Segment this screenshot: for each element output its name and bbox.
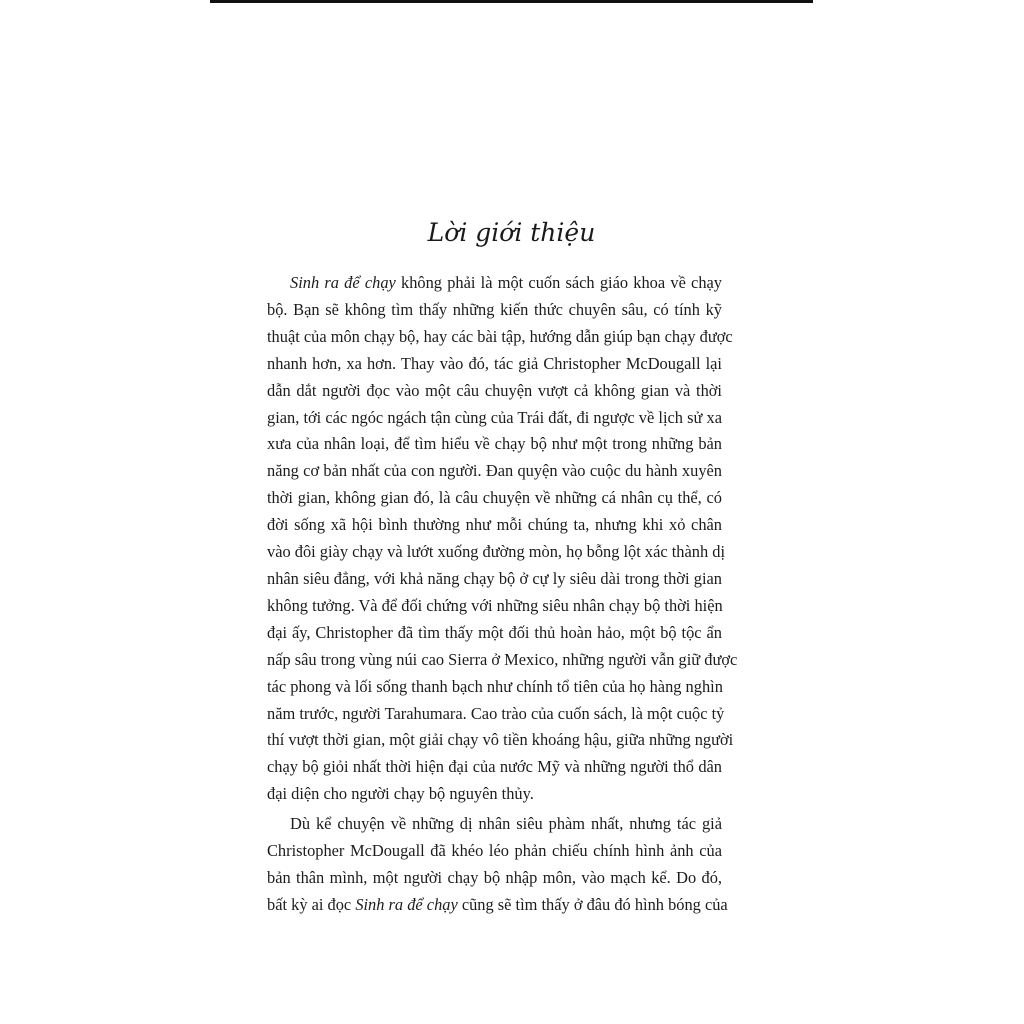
paragraph-2: [267, 811, 728, 919]
text-line: đại diện cho người chạy bộ nguyên thủy.: [267, 784, 534, 804]
book-title-italic: Sinh ra để chạy: [355, 894, 458, 914]
top-border-rule: [210, 0, 813, 3]
text-line: bản thân mình, một người chạy bộ nhập môn, vào mạch kể. Do đó,: [267, 867, 722, 887]
text-line: thuật của môn chạy bộ, hay các bài tập, hướng dẫn giúp bạn chạy được: [267, 326, 733, 346]
text-line: Dù kể chuyện về những dị nhân siêu phàm nhất, nhưng tác giả: [290, 814, 722, 834]
text-line: nấp sâu trong vùng núi cao Sierra ở Mexico, những người vẫn giữ được: [267, 649, 738, 669]
text-line: nhân siêu đẳng, với khả năng chạy bộ ở cự ly siêu dài trong thời gian: [267, 568, 722, 588]
text-line: thời gian, không gian đó, là câu chuyện về những cá nhân cụ thể, có: [267, 488, 722, 508]
text-line: vào đôi giày chạy và lướt xuống đường mòn, họ bỗng lột xác thành dị: [267, 542, 726, 562]
book-page: [210, 0, 813, 1024]
book-title-italic: Sinh ra để chạy: [290, 273, 396, 292]
chapter-title: Lời giới thiệu: [427, 218, 596, 247]
text-line: năm trước, người Tarahumara. Cao trào của cuốn sách, là một cuộc tỷ: [267, 703, 725, 723]
text-line: dẫn dắt người đọc vào một câu chuyện vượt cả không gian và thời: [267, 380, 722, 400]
text-line: Sinh ra để chạy không phải là một cuốn sách giáo khoa về chạy: [290, 273, 722, 292]
text-line: bộ. Bạn sẽ không tìm thấy những kiến thức chuyên sâu, có tính kỹ: [267, 299, 722, 319]
text-line: gian, tới các ngóc ngách tận cùng của Trái đất, đi ngược về lịch sử xa: [267, 407, 722, 427]
text-line: chạy bộ giỏi nhất thời hiện đại của nước Mỹ và những người thổ dân: [267, 757, 722, 777]
text-line: không tưởng. Và để đối chứng với những siêu nhân chạy bộ thời hiện: [267, 595, 723, 615]
body-text: [267, 270, 738, 919]
text-line: thí vượt thời gian, một giải chạy vô tiền khoáng hậu, giữa những người: [267, 730, 734, 750]
text-line: nhanh hơn, xa hơn. Thay vào đó, tác giả Christopher McDougall lại: [267, 353, 722, 373]
text-line: đời sống xã hội bình thường như mỗi chúng ta, nhưng khi xỏ chân: [267, 515, 722, 535]
text-line: xưa của nhân loại, để tìm hiểu về chạy bộ như một trong những bản: [267, 434, 722, 454]
text-line: đại ấy, Christopher đã tìm thấy một đối thủ hoàn hảo, một bộ tộc ẩn: [267, 622, 722, 642]
text-line: Christopher McDougall đã khéo léo phản chiếu chính hình ảnh của: [267, 841, 722, 861]
paragraph-1: [267, 270, 738, 808]
text-line: bất kỳ ai đọc Sinh ra để chạy cũng sẽ tìm thấy ở đâu đó hình bóng của: [267, 894, 728, 914]
text-line: năng cơ bản nhất của con người. Đan quyện vào cuộc du hành xuyên: [267, 461, 722, 481]
text-line: tác phong và lối sống thanh bạch như chính tổ tiên của họ hàng nghìn: [267, 676, 723, 696]
